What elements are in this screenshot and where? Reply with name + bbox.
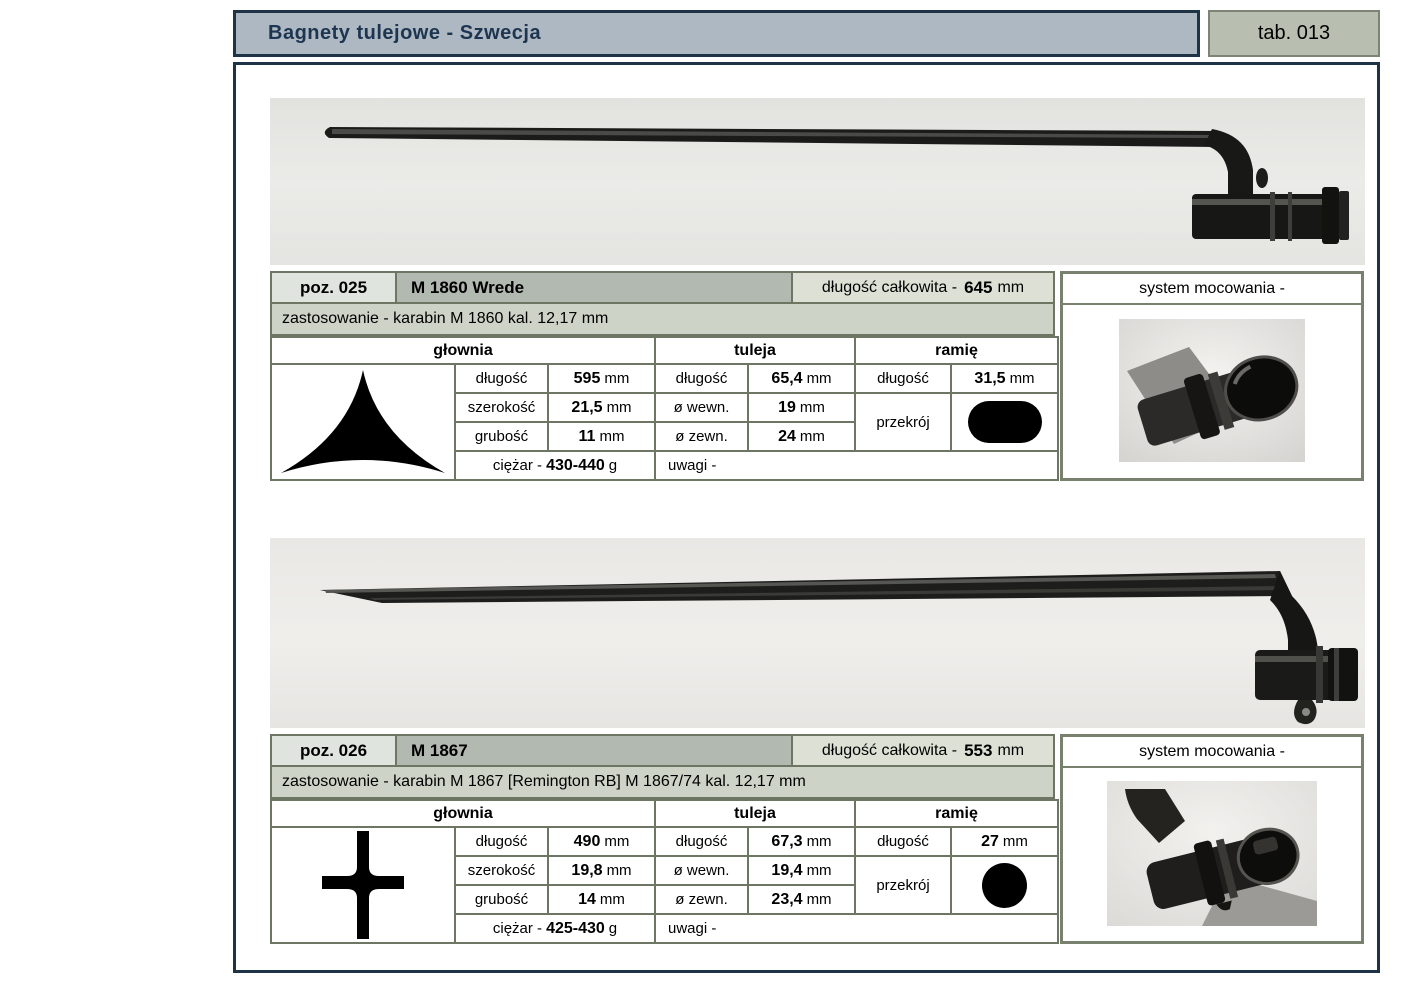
blade-cross-section-cruciform xyxy=(272,828,454,942)
tuleja-dlugosc-label: długość xyxy=(656,365,747,392)
page-title xyxy=(233,10,1200,57)
ramie-dlugosc-value: 31,5 mm xyxy=(952,365,1057,392)
system-mocowania-box-026 xyxy=(1060,734,1364,944)
bayonet-photo-m1867 xyxy=(270,538,1365,728)
total-length-value: 553 xyxy=(964,740,993,760)
total-length-cell xyxy=(791,736,1053,765)
zastosowanie-text: zastosowanie - karabin M 1867 [Remington RB] M 1867/74 kal. 12,17 mm xyxy=(282,773,806,790)
col-header-glownia: głownia xyxy=(272,338,654,363)
zastosowanie-row-025 xyxy=(270,304,1055,336)
poz-number: poz. 025 xyxy=(272,273,397,302)
total-length-label: długość całkowita - xyxy=(821,741,958,759)
item-title-row-026 xyxy=(270,734,1055,767)
spec-table-026 xyxy=(270,799,1059,944)
glownia-szerokosc-value: 21,5 mm xyxy=(549,394,654,421)
total-length-value: 645 xyxy=(964,277,993,297)
ramie-dlugosc-value: 27 mm xyxy=(952,828,1057,855)
model-name: M 1867 xyxy=(411,740,468,760)
tuleja-zewn-label: ø zewn. xyxy=(656,423,747,450)
ramie-przekroj-stadium xyxy=(952,394,1057,450)
socket-closeup-photo-m1860 xyxy=(1063,305,1361,476)
zastosowanie-row-026 xyxy=(270,767,1055,799)
ramie-przekroj-circle xyxy=(952,857,1057,913)
ramie-dlugosc-label: długość xyxy=(856,365,950,392)
total-length-label: długość całkowita - xyxy=(821,278,958,296)
col-header-ramie: ramię xyxy=(856,801,1057,826)
bayonet-photo-m1867-drawing xyxy=(270,538,1365,728)
item-title-row-025 xyxy=(270,271,1055,304)
cruciform-section-icon xyxy=(320,829,406,941)
col-header-tuleja: tuleja xyxy=(656,801,854,826)
tuleja-wewn-label: ø wewn. xyxy=(656,857,747,884)
tuleja-dlugosc-value: 65,4 mm xyxy=(749,365,854,392)
tuleja-zewn-label: ø zewn. xyxy=(656,886,747,913)
glownia-dlugosc-label: długość xyxy=(456,828,547,855)
total-length-cell xyxy=(791,273,1053,302)
glownia-grubosc-label: grubość xyxy=(456,423,547,450)
stadium-shape-icon xyxy=(968,401,1042,443)
bayonet-photo-m1860 xyxy=(270,98,1365,265)
bayonet-photo-m1860-drawing xyxy=(270,98,1365,265)
glownia-grubosc-value: 14 mm xyxy=(549,886,654,913)
tuleja-dlugosc-value: 67,3 mm xyxy=(749,828,854,855)
glownia-szerokosc-value: 19,8 mm xyxy=(549,857,654,884)
blade-cross-section-tricorn xyxy=(272,365,454,479)
ramie-dlugosc-label: długość xyxy=(856,828,950,855)
tuleja-wewn-label: ø wewn. xyxy=(656,394,747,421)
glownia-szerokosc-label: szerokość xyxy=(456,394,547,421)
tuleja-zewn-value: 24 mm xyxy=(749,423,854,450)
unit-mm: mm xyxy=(997,741,1025,759)
socket-closeup-m1860-drawing xyxy=(1119,319,1305,462)
uwagi-cell: uwagi - xyxy=(656,452,1057,479)
glownia-dlugosc-value: 595 mm xyxy=(549,365,654,392)
uwagi-cell: uwagi - xyxy=(656,915,1057,942)
col-header-glownia: głownia xyxy=(272,801,654,826)
poz-number: poz. 026 xyxy=(272,736,397,765)
circle-shape-icon xyxy=(982,863,1027,908)
tricorn-section-icon xyxy=(277,367,449,477)
unit-mm: mm xyxy=(997,278,1025,296)
system-mocowania-label: system mocowania - xyxy=(1063,737,1361,768)
col-header-ramie: ramię xyxy=(856,338,1057,363)
tuleja-wewn-value: 19 mm xyxy=(749,394,854,421)
socket-closeup-m1867-drawing xyxy=(1107,781,1317,926)
socket-closeup-photo-m1867 xyxy=(1063,768,1361,939)
tab-number: tab. 013 xyxy=(1257,22,1331,44)
glownia-dlugosc-label: długość xyxy=(456,365,547,392)
zastosowanie-text: zastosowanie - karabin M 1860 kal. 12,17 mm xyxy=(282,310,609,327)
ciezar-cell: ciężar - 430-440 g xyxy=(456,452,654,479)
content-frame xyxy=(233,62,1380,973)
tuleja-zewn-value: 23,4 mm xyxy=(749,886,854,913)
system-mocowania-box-025 xyxy=(1060,271,1364,481)
glownia-dlugosc-value: 490 mm xyxy=(549,828,654,855)
tuleja-dlugosc-label: długość xyxy=(656,828,747,855)
tab-number-box xyxy=(1208,10,1380,57)
glownia-szerokosc-label: szerokość xyxy=(456,857,547,884)
page-title-text: Bagnety tulejowe - Szwecja xyxy=(268,22,542,44)
glownia-grubosc-value: 11 mm xyxy=(549,423,654,450)
model-name: M 1860 Wrede xyxy=(411,277,525,297)
spec-table-025 xyxy=(270,336,1059,481)
system-mocowania-label: system mocowania - xyxy=(1063,274,1361,305)
tuleja-wewn-value: 19,4 mm xyxy=(749,857,854,884)
przekroj-label: przekrój xyxy=(856,857,950,913)
col-header-tuleja: tuleja xyxy=(656,338,854,363)
ciezar-cell: ciężar - 425-430 g xyxy=(456,915,654,942)
glownia-grubosc-label: grubość xyxy=(456,886,547,913)
przekroj-label: przekrój xyxy=(856,394,950,450)
